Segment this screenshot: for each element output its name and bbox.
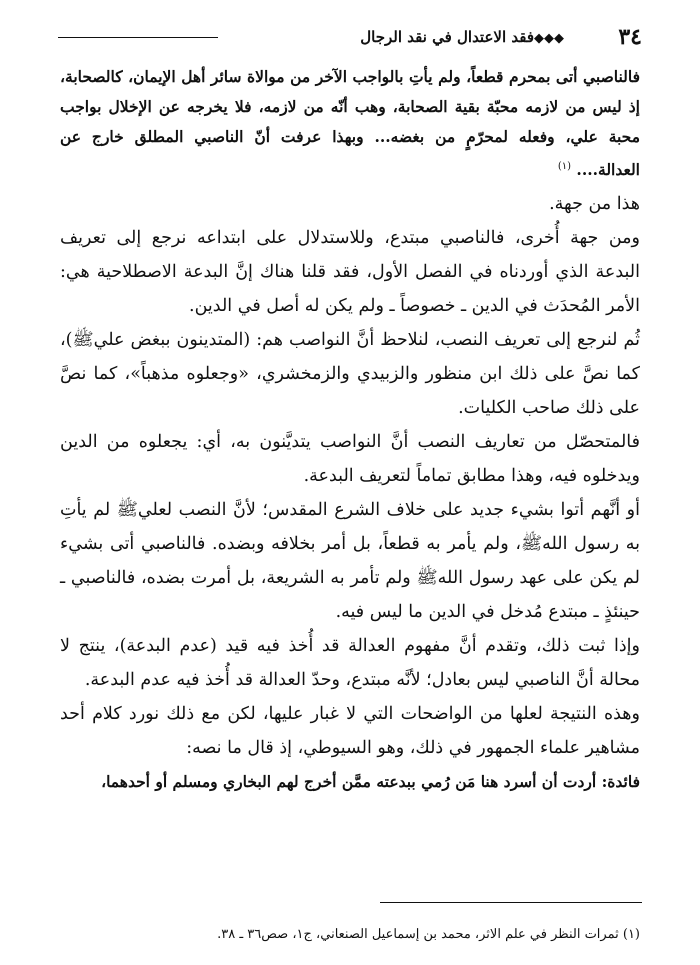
footnote-marker: (١): [557, 161, 572, 172]
paragraph: هذا من جهة.: [549, 194, 640, 215]
block-quote: [60, 62, 640, 185]
diamond-ornament-icon: ◆◆◆: [534, 31, 564, 46]
paragraph: أو أنَّهم أتوا بشيء جديد على خلاف الشرع المقدس؛ لأنَّ النصب لعليﷺ لم يأتِ به رسول اللهﷺ، ولم يأمر به قطعاً، بل أمر بخلافه وبضده. فالناصبي أتى بشيء لم يكن على عهد رسول اللهﷺ ولم تأمر به الشريعة، بل أمرت بضده، فالناصبي ـ حينئذٍ ـ مبتدع مُدخل في الدين ما ليس فيه.: [60, 500, 640, 623]
book-title: فقد الاعتدال في نقد الرجال: [360, 28, 534, 46]
closing-quote: فائدة: أردت أن أسرد هنا مَن رُمي ببدعته ممَّن أخرج لهم البخاري ومسلم أو أحدهما،: [101, 772, 640, 792]
paragraph: وإذا ثبت ذلك، وتقدم أنَّ مفهوم العدالة قد أُخذ فيه قيد (عدم البدعة)، ينتج لا محالة أنَّ الناصبي ليس بعادل؛ لأنَّه مبتدع، وحدّ العدالة قد أُخذ فيه عدم البدعة.: [60, 636, 640, 691]
header-rule: [58, 37, 218, 38]
paragraph: ومن جهة أُخرى، فالناصبي مبتدع، وللاستدلال على ابتداعه نرجع إلى تعريف البدعة الذي أوردناه في الفصل الأول، فقد قلنا هناك إنَّ البدعة الاصطلاحية هي: الأمر المُحدَث في الدين ـ خصوصاً ـ ولم يكن له أصل في الدين.: [60, 228, 640, 317]
paragraph: وهذه النتيجة لعلها من الواضحات التي لا غبار عليها، لكن مع ذلك نورد كلام أحد مشاهير علماء الجمهور في ذلك، وهو السيوطي، إذ قال ما نصه:: [60, 704, 640, 759]
paragraph: فالمتحصّل من تعاريف النصب أنَّ النواصب يتديَّنون به، أي: يجعلوه من الدين ويدخلوه فيه، وهذا مطابق تماماً لتعريف البدعة.: [60, 432, 640, 487]
page-number: ٣٤: [618, 24, 642, 50]
block-quote-text: فالناصبي أتى بمحرم قطعاً، ولم يأتِ بالواجب الآخر من موالاة سائر أهل الإيمان، كالصحابة، إذ ليس من لازمه محبّة بقية الصحابة، وهب أنّه من لازمه، فلا يخرجه عن الإخلال بواجب محبة علي، وفعله لمحرّمٍ من بغضه... وبهذا عرفت أنّ الناصبي المطلق خارج عن العدالة....: [60, 67, 640, 180]
page-content: [60, 62, 640, 797]
running-header: [58, 26, 642, 50]
footnote-rule: [380, 902, 642, 903]
running-title: [360, 28, 564, 46]
footnote: (١) ثمرات النظر في علم الاثر، محمد بن إسماعيل الصنعاني، ج١، صص٣٦ ـ ٣٨.: [217, 927, 640, 942]
paragraph: ثُم لنرجع إلى تعريف النصب، لنلاحظ أنَّ النواصب هم: (المتدينون ببغض عليﷺ)، كما نصَّ على ذلك ابن منظور والزبيدي والزمخشري، «وجعلوه مذهباً»، كما نصَّ على ذلك صاحب الكليات.: [60, 330, 640, 419]
